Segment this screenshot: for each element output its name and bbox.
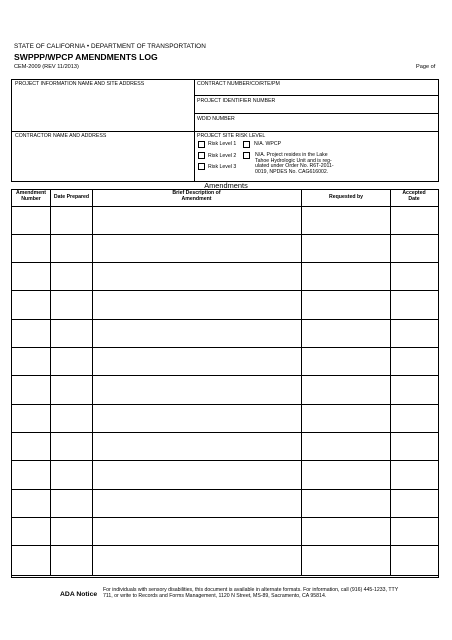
project-identifier-field[interactable] xyxy=(197,105,435,112)
risk-level-3-label: Risk Level 3 xyxy=(208,164,237,170)
wdid-label: WDID NUMBER xyxy=(197,116,235,122)
wdid-field[interactable] xyxy=(197,123,435,130)
project-identifier-label: PROJECT IDENTIFIER NUMBER xyxy=(197,98,276,104)
risk-level-3-checkbox[interactable] xyxy=(198,163,205,170)
contractor-label: CONTRACTOR NAME AND ADDRESS xyxy=(15,133,107,139)
table-row[interactable] xyxy=(12,348,438,375)
project-info-label: PROJECT INFORMATION NAME AND SITE ADDRESS xyxy=(15,81,145,87)
project-info-field[interactable] xyxy=(15,90,191,128)
risk-level-1-checkbox[interactable] xyxy=(198,141,205,148)
na-wpcp-checkbox[interactable] xyxy=(243,141,250,148)
table-row[interactable] xyxy=(12,320,438,347)
table-row[interactable] xyxy=(12,235,438,262)
table-row[interactable] xyxy=(12,207,438,234)
table-row[interactable] xyxy=(12,291,438,319)
ada-notice-text: For individuals with sensory disabilities, this document is available in alternate formats. For information, call (916) 445-1233, TTY 711, or write to Records and Forms Management, 1120 N Street, MS-89, Sacramento, CA 95814. xyxy=(103,587,399,599)
col-header-brief-description: Brief Description of Amendment xyxy=(172,190,221,202)
agency-name: STATE OF CALIFORNIA • DEPARTMENT OF TRANSPORTATION xyxy=(14,43,206,50)
table-row[interactable] xyxy=(12,433,438,460)
form-number: CEM-2009 (REV 11/2013) xyxy=(14,64,79,70)
ada-notice-title: ADA Notice xyxy=(60,591,98,598)
table-row[interactable] xyxy=(12,376,438,404)
amendments-section-title: Amendments xyxy=(204,181,248,190)
col-header-requested-by: Requested by xyxy=(328,194,363,200)
col-header-accepted-date: Accepted Date xyxy=(402,190,426,202)
table-row[interactable] xyxy=(12,518,438,545)
col-header-amendment-number: Amendment Number xyxy=(16,190,46,202)
risk-level-1-label: Risk Level 1 xyxy=(208,141,237,147)
na-wpcp-label: N/A. WPCP xyxy=(254,141,282,147)
contract-number-label: CONTRACT NUMBER/CO/RTE/PM xyxy=(197,81,280,87)
contract-number-field[interactable] xyxy=(197,88,435,94)
table-row[interactable] xyxy=(12,461,438,489)
risk-level-label: PROJECT SITE RISK LEVEL xyxy=(197,133,266,139)
col-header-date-prepared: Date Prepared xyxy=(53,194,90,200)
page-label: Page of xyxy=(416,64,436,70)
table-row[interactable] xyxy=(12,263,438,290)
risk-level-2-checkbox[interactable] xyxy=(198,152,205,159)
na-tahoe-checkbox[interactable] xyxy=(243,152,250,159)
form-title: SWPPP/WPCP AMENDMENTS LOG xyxy=(14,52,158,62)
na-tahoe-label: N/A. Project resides in the Lake Tahoe Hydrologic Unit and is reg-ulated under Order No. R6T-2011-0019, NPDES No. CAG616002. xyxy=(255,152,334,176)
contractor-field[interactable] xyxy=(15,142,191,179)
risk-level-2-label: Risk Level 2 xyxy=(208,153,237,159)
table-row[interactable] xyxy=(12,405,438,432)
table-row[interactable] xyxy=(12,546,438,575)
table-row[interactable] xyxy=(12,490,438,517)
